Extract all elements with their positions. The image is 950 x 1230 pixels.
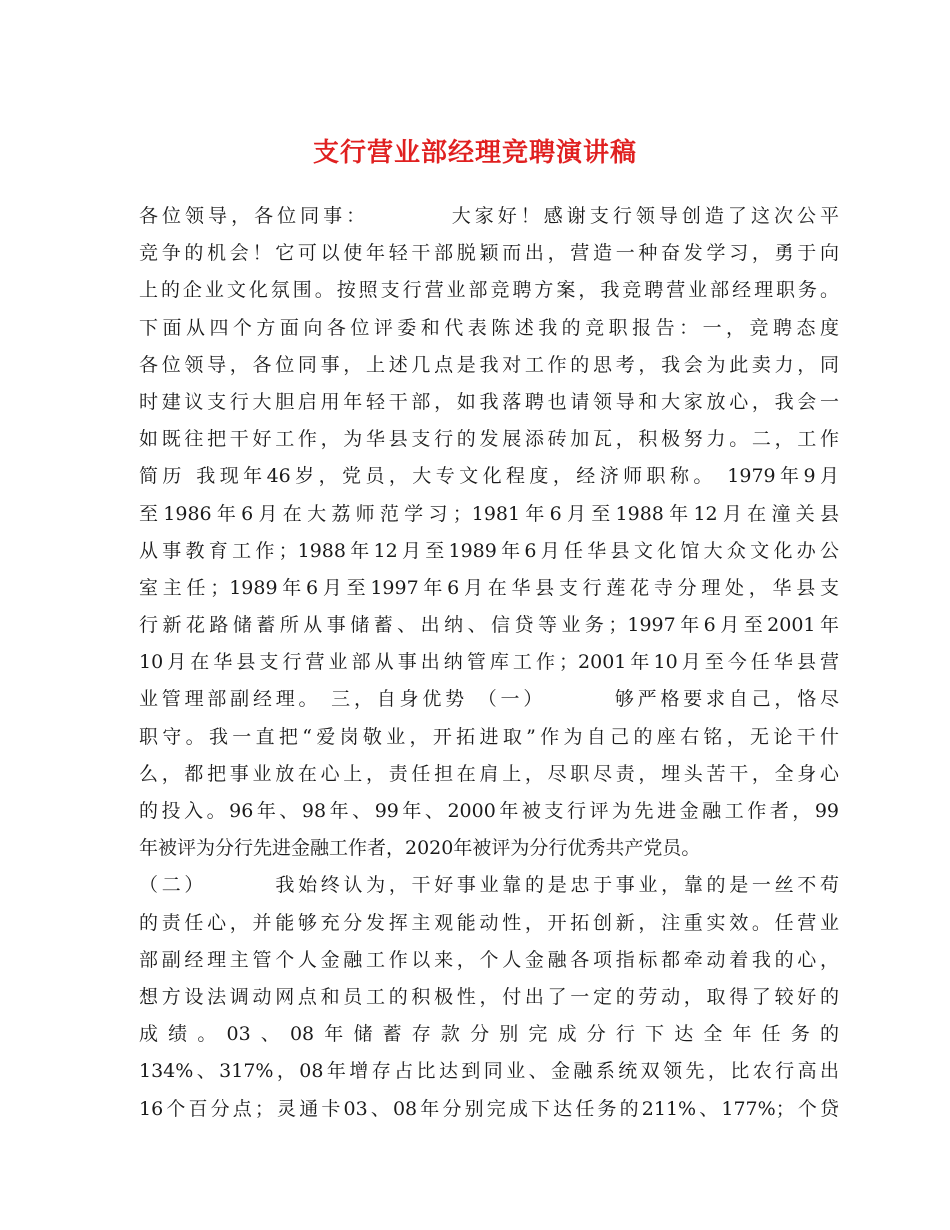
body-line: 下面从四个方面向各位评委和代表陈述我的竞职报告：一，竞聘态度 [139, 316, 839, 339]
body-line: 成绩。03、08年储蓄存款分别完成分行下达全年任务的 [139, 1023, 839, 1046]
document-title: 支行营业部经理竞聘演讲稿 [312, 138, 637, 168]
body-line: 室主任；1989年6月至1997年6月在华县支行莲花寺分理处，华县支 [139, 576, 839, 599]
body-line: 从事教育工作；1988年12月至1989年6月任华县文化馆大众文化办公 [139, 539, 839, 562]
body-line: 简历 我现年46岁，党员，大专文化程度，经济师职称。 1979年9月 [139, 465, 839, 488]
body-line: 年被评为分行先进金融工作者，2020年被评为分行优秀共产党员。 [139, 837, 701, 860]
body-line: 职守。我一直把“爱岗敬业，开拓进取”作为自己的座右铭，无论干什 [139, 725, 839, 748]
body-line: 行新花路储蓄所从事储蓄、出纳、信贷等业务；1997年6月至2001年 [139, 614, 839, 637]
body-line: 各位领导，各位同事： 大家好！感谢支行领导创造了这次公平 [139, 205, 839, 227]
body-line: 16个百分点；灵通卡03、08年分别完成下达任务的211%、177%；个贷 [139, 1097, 839, 1120]
body-line: 如既往把干好工作，为华县支行的发展添砖加瓦，积极努力。二，工作 [139, 428, 839, 451]
body-line: 部副经理主管个人金融工作以来，个人金融各项指标都牵动着我的心， [139, 948, 839, 971]
body-line: 的投入。96年、98年、99年、2000年被支行评为先进金融工作者，99 [139, 800, 839, 822]
body-line: 时建议支行大胆启用年轻干部，如我落聘也请领导和大家放心，我会一 [139, 390, 839, 413]
body-line: 至1986年6月在大荔师范学习；1981年6月至1988年12月在潼关县 [139, 502, 839, 525]
body-line: 竞争的机会！它可以使年轻干部脱颖而出，营造一种奋发学习，勇于向 [139, 242, 839, 265]
body-line: 业管理部副经理。 三，自身优势 （一） 够严格要求自己，恪尽 [139, 688, 839, 711]
body-line: 上的企业文化氛围。按照支行营业部竞聘方案，我竞聘营业部经理职务。 [139, 279, 839, 302]
body-line: 么，都把事业放在心上，责任担在肩上，尽职尽责，埋头苦干，全身心 [139, 762, 839, 785]
body-line: 想方设法调动网点和员工的积极性，付出了一定的劳动，取得了较好的 [139, 985, 839, 1008]
body-line: 各位领导，各位同事，上述几点是我对工作的思考，我会为此卖力，同 [139, 353, 839, 376]
body-line: 134%、317%，08年增存占比达到同业、金融系统双领先，比农行高出 [139, 1060, 839, 1083]
body-line: 的责任心，并能够充分发挥主观能动性，开拓创新，注重实效。任营业 [139, 911, 839, 934]
body-line: 10月在华县支行营业部从事出纳管库工作；2001年10月至今任华县营 [139, 651, 839, 674]
document-body [139, 198, 839, 1128]
body-line: （二） 我始终认为，干好事业靠的是忠于事业，靠的是一丝不苟 [139, 874, 839, 897]
